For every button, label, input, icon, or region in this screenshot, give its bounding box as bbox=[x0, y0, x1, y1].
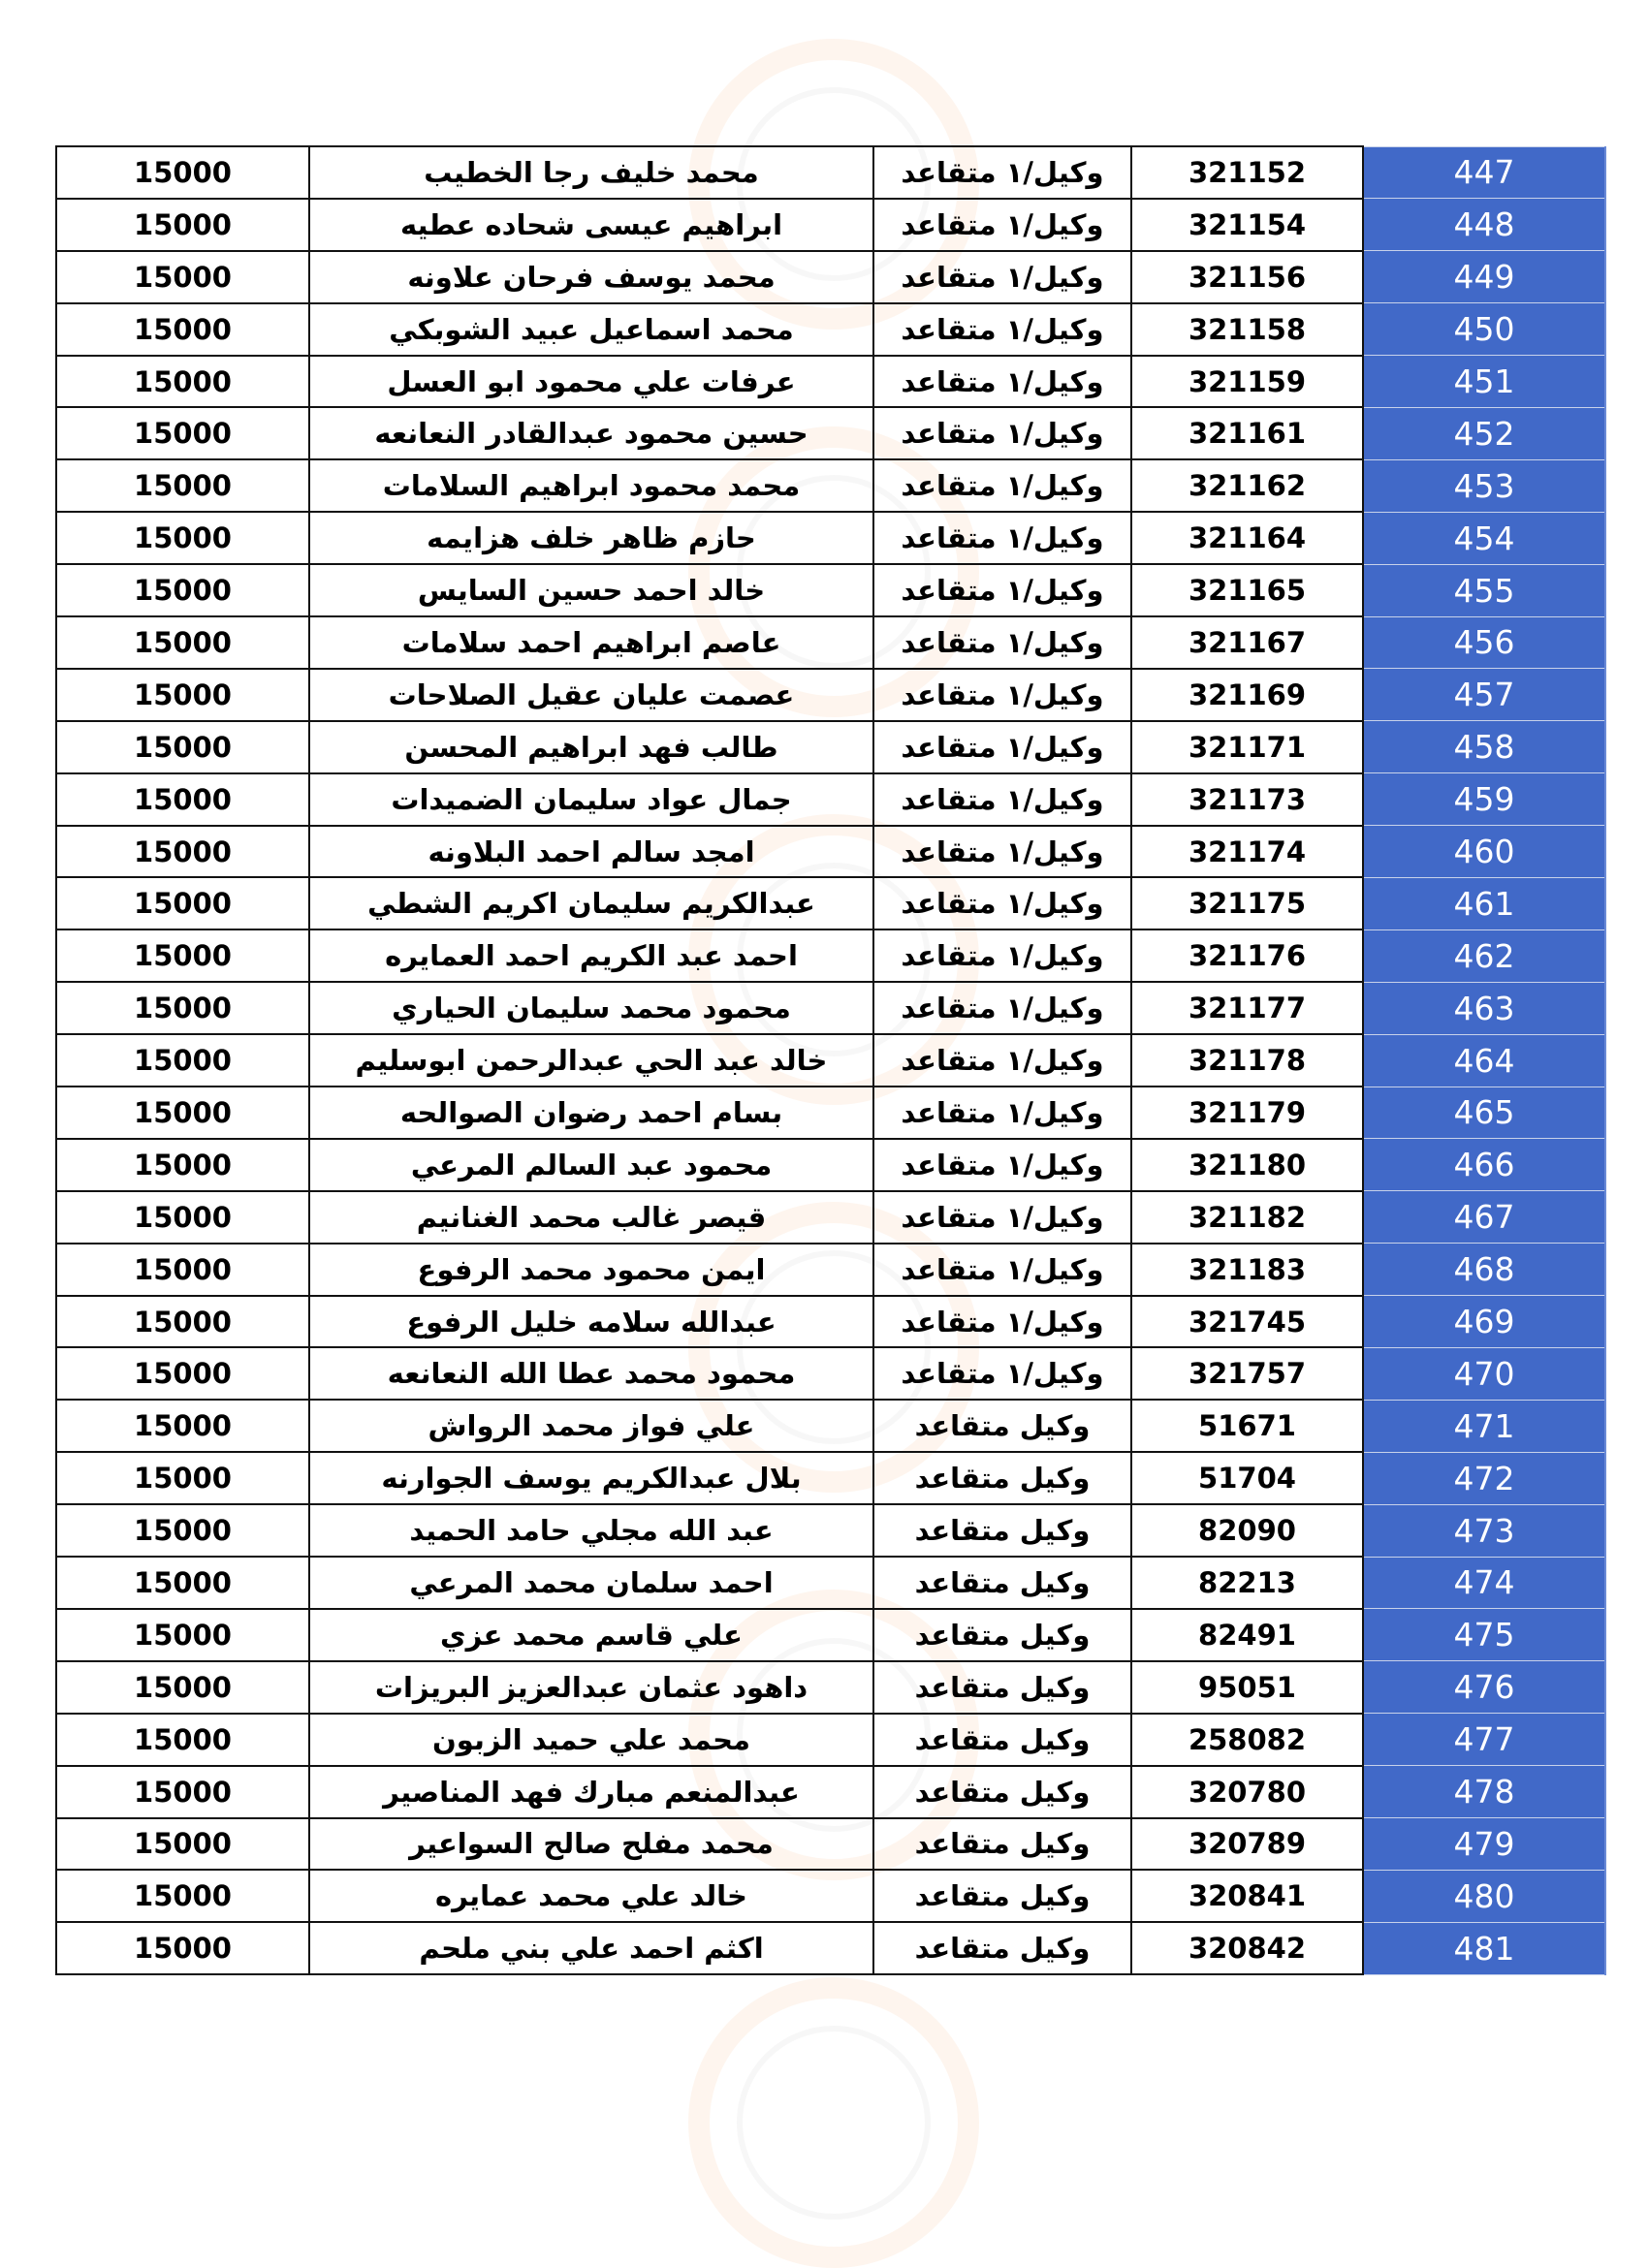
rank-cell: وكيل متقاعد bbox=[873, 1766, 1131, 1818]
military-number-cell: 320841 bbox=[1131, 1870, 1363, 1922]
rank-cell: وكيل/١ متقاعد bbox=[873, 146, 1131, 199]
sequence-number-cell: 475 bbox=[1363, 1609, 1605, 1661]
sequence-number-cell: 472 bbox=[1363, 1452, 1605, 1504]
name-cell: خالد احمد حسين السايس bbox=[309, 564, 873, 616]
military-number-cell: 82213 bbox=[1131, 1557, 1363, 1609]
military-number-cell: 82090 bbox=[1131, 1504, 1363, 1557]
military-number-cell: 321162 bbox=[1131, 459, 1363, 512]
rank-cell: وكيل/١ متقاعد bbox=[873, 826, 1131, 878]
rank-cell: وكيل/١ متقاعد bbox=[873, 1034, 1131, 1087]
amount-cell: 15000 bbox=[56, 1922, 309, 1974]
rank-cell: وكيل/١ متقاعد bbox=[873, 564, 1131, 616]
military-number-cell: 321161 bbox=[1131, 407, 1363, 459]
table-row bbox=[56, 1922, 1605, 1974]
sequence-number-cell: 461 bbox=[1363, 877, 1605, 929]
retirees-table bbox=[55, 145, 1606, 1975]
amount-cell: 15000 bbox=[56, 1504, 309, 1557]
rank-cell: وكيل متقاعد bbox=[873, 1557, 1131, 1609]
amount-cell: 15000 bbox=[56, 982, 309, 1034]
name-cell: عبد الله مجلي حامد الحميد bbox=[309, 1504, 873, 1557]
sequence-number-cell: 455 bbox=[1363, 564, 1605, 616]
name-cell: احمد سلمان محمد المرعي bbox=[309, 1557, 873, 1609]
amount-cell: 15000 bbox=[56, 669, 309, 721]
amount-cell: 15000 bbox=[56, 356, 309, 408]
name-cell: ايمن محمود محمد الرفوع bbox=[309, 1244, 873, 1296]
sequence-number-cell: 448 bbox=[1363, 199, 1605, 251]
rank-cell: وكيل/١ متقاعد bbox=[873, 512, 1131, 564]
amount-cell: 15000 bbox=[56, 303, 309, 356]
military-number-cell: 320842 bbox=[1131, 1922, 1363, 1974]
amount-cell: 15000 bbox=[56, 721, 309, 773]
name-cell: محمد خليف رجا الخطيب bbox=[309, 146, 873, 199]
military-number-cell: 321169 bbox=[1131, 669, 1363, 721]
amount-cell: 15000 bbox=[56, 1191, 309, 1244]
amount-cell: 15000 bbox=[56, 1766, 309, 1818]
table-row bbox=[56, 251, 1605, 303]
sequence-number-cell: 458 bbox=[1363, 721, 1605, 773]
name-cell: محمد اسماعيل عبيد الشوبكي bbox=[309, 303, 873, 356]
military-number-cell: 321173 bbox=[1131, 773, 1363, 826]
sequence-number-cell: 467 bbox=[1363, 1191, 1605, 1244]
rank-cell: وكيل/١ متقاعد bbox=[873, 251, 1131, 303]
sequence-number-cell: 473 bbox=[1363, 1504, 1605, 1557]
rank-cell: وكيل/١ متقاعد bbox=[873, 356, 1131, 408]
sequence-number-cell: 449 bbox=[1363, 251, 1605, 303]
sequence-number-cell: 470 bbox=[1363, 1347, 1605, 1400]
table-row bbox=[56, 877, 1605, 929]
military-number-cell: 321177 bbox=[1131, 982, 1363, 1034]
name-cell: عبدالمنعم مبارك فهد المناصير bbox=[309, 1766, 873, 1818]
amount-cell: 15000 bbox=[56, 1870, 309, 1922]
rank-cell: وكيل متقاعد bbox=[873, 1400, 1131, 1452]
name-cell: عبدالله سلامه خليل الرفوع bbox=[309, 1296, 873, 1348]
name-cell: محمد مفلح صالح السواعير bbox=[309, 1818, 873, 1871]
table-row bbox=[56, 1609, 1605, 1661]
name-cell: خالد علي محمد عمايره bbox=[309, 1870, 873, 1922]
name-cell: قيصر غالب محمد الغنانيم bbox=[309, 1191, 873, 1244]
rank-cell: وكيل/١ متقاعد bbox=[873, 1244, 1131, 1296]
sequence-number-cell: 469 bbox=[1363, 1296, 1605, 1348]
rank-cell: وكيل/١ متقاعد bbox=[873, 1347, 1131, 1400]
military-number-cell: 51704 bbox=[1131, 1452, 1363, 1504]
rank-cell: وكيل متقاعد bbox=[873, 1504, 1131, 1557]
sequence-number-cell: 452 bbox=[1363, 407, 1605, 459]
clock-watermark-icon bbox=[688, 1977, 979, 2268]
sequence-number-cell: 460 bbox=[1363, 826, 1605, 878]
table-row bbox=[56, 303, 1605, 356]
military-number-cell: 258082 bbox=[1131, 1714, 1363, 1766]
table-row bbox=[56, 1557, 1605, 1609]
military-number-cell: 320780 bbox=[1131, 1766, 1363, 1818]
sequence-number-cell: 476 bbox=[1363, 1661, 1605, 1714]
rank-cell: وكيل متقاعد bbox=[873, 1661, 1131, 1714]
name-cell: عبدالكريم سليمان اكريم الشطي bbox=[309, 877, 873, 929]
table-body bbox=[56, 146, 1605, 1974]
sequence-number-cell: 459 bbox=[1363, 773, 1605, 826]
amount-cell: 15000 bbox=[56, 564, 309, 616]
name-cell: بلال عبدالكريم يوسف الجوارنه bbox=[309, 1452, 873, 1504]
table-row bbox=[56, 564, 1605, 616]
military-number-cell: 321171 bbox=[1131, 721, 1363, 773]
table-row bbox=[56, 1296, 1605, 1348]
amount-cell: 15000 bbox=[56, 1244, 309, 1296]
name-cell: خالد عبد الحي عبدالرحمن ابوسليم bbox=[309, 1034, 873, 1087]
rank-cell: وكيل/١ متقاعد bbox=[873, 459, 1131, 512]
sequence-number-cell: 453 bbox=[1363, 459, 1605, 512]
military-number-cell: 321152 bbox=[1131, 146, 1363, 199]
table-row bbox=[56, 146, 1605, 199]
table-row bbox=[56, 199, 1605, 251]
table-row bbox=[56, 1766, 1605, 1818]
sequence-number-cell: 463 bbox=[1363, 982, 1605, 1034]
name-cell: حسين محمود عبدالقادر النعانعه bbox=[309, 407, 873, 459]
military-number-cell: 321167 bbox=[1131, 616, 1363, 669]
name-cell: عاصم ابراهيم احمد سلامات bbox=[309, 616, 873, 669]
military-number-cell: 321164 bbox=[1131, 512, 1363, 564]
sequence-number-cell: 456 bbox=[1363, 616, 1605, 669]
table-row bbox=[56, 1087, 1605, 1139]
military-number-cell: 321165 bbox=[1131, 564, 1363, 616]
name-cell: داهود عثمان عبدالعزيز البريزات bbox=[309, 1661, 873, 1714]
amount-cell: 15000 bbox=[56, 877, 309, 929]
sequence-number-cell: 474 bbox=[1363, 1557, 1605, 1609]
amount-cell: 15000 bbox=[56, 1557, 309, 1609]
sequence-number-cell: 466 bbox=[1363, 1139, 1605, 1191]
amount-cell: 15000 bbox=[56, 773, 309, 826]
rank-cell: وكيل/١ متقاعد bbox=[873, 773, 1131, 826]
table-row bbox=[56, 1400, 1605, 1452]
rank-cell: وكيل/١ متقاعد bbox=[873, 669, 1131, 721]
name-cell: محمد محمود ابراهيم السلامات bbox=[309, 459, 873, 512]
sequence-number-cell: 471 bbox=[1363, 1400, 1605, 1452]
name-cell: محمود عبد السالم المرعي bbox=[309, 1139, 873, 1191]
table-row bbox=[56, 982, 1605, 1034]
military-number-cell: 321174 bbox=[1131, 826, 1363, 878]
name-cell: محمود محمد عطا الله النعانعه bbox=[309, 1347, 873, 1400]
sequence-number-cell: 464 bbox=[1363, 1034, 1605, 1087]
name-cell: بسام احمد رضوان الصوالحه bbox=[309, 1087, 873, 1139]
table-row bbox=[56, 1452, 1605, 1504]
amount-cell: 15000 bbox=[56, 1661, 309, 1714]
military-number-cell: 82491 bbox=[1131, 1609, 1363, 1661]
amount-cell: 15000 bbox=[56, 1609, 309, 1661]
sequence-number-cell: 465 bbox=[1363, 1087, 1605, 1139]
military-number-cell: 321156 bbox=[1131, 251, 1363, 303]
military-number-cell: 321757 bbox=[1131, 1347, 1363, 1400]
military-number-cell: 321175 bbox=[1131, 877, 1363, 929]
rank-cell: وكيل/١ متقاعد bbox=[873, 982, 1131, 1034]
amount-cell: 15000 bbox=[56, 1296, 309, 1348]
rank-cell: وكيل/١ متقاعد bbox=[873, 877, 1131, 929]
amount-cell: 15000 bbox=[56, 1087, 309, 1139]
table-row bbox=[56, 1714, 1605, 1766]
table-row bbox=[56, 459, 1605, 512]
amount-cell: 15000 bbox=[56, 826, 309, 878]
rank-cell: وكيل متقاعد bbox=[873, 1452, 1131, 1504]
name-cell: محمود محمد سليمان الحياري bbox=[309, 982, 873, 1034]
military-number-cell: 51671 bbox=[1131, 1400, 1363, 1452]
amount-cell: 15000 bbox=[56, 1818, 309, 1871]
rank-cell: وكيل متقاعد bbox=[873, 1714, 1131, 1766]
table-row bbox=[56, 616, 1605, 669]
amount-cell: 15000 bbox=[56, 459, 309, 512]
amount-cell: 15000 bbox=[56, 251, 309, 303]
name-cell: امجد سالم احمد البلاونه bbox=[309, 826, 873, 878]
name-cell: علي فواز محمد الرواش bbox=[309, 1400, 873, 1452]
amount-cell: 15000 bbox=[56, 1034, 309, 1087]
military-number-cell: 321158 bbox=[1131, 303, 1363, 356]
sequence-number-cell: 481 bbox=[1363, 1922, 1605, 1974]
name-cell: ابراهيم عيسى شحاده عطيه bbox=[309, 199, 873, 251]
rank-cell: وكيل/١ متقاعد bbox=[873, 1191, 1131, 1244]
military-number-cell: 321178 bbox=[1131, 1034, 1363, 1087]
rank-cell: وكيل/١ متقاعد bbox=[873, 1139, 1131, 1191]
amount-cell: 15000 bbox=[56, 1347, 309, 1400]
rank-cell: وكيل متقاعد bbox=[873, 1609, 1131, 1661]
sequence-number-cell: 480 bbox=[1363, 1870, 1605, 1922]
sequence-number-cell: 478 bbox=[1363, 1766, 1605, 1818]
amount-cell: 15000 bbox=[56, 512, 309, 564]
table-row bbox=[56, 512, 1605, 564]
sequence-number-cell: 477 bbox=[1363, 1714, 1605, 1766]
name-cell: اكثم احمد علي بني ملحم bbox=[309, 1922, 873, 1974]
table-row bbox=[56, 721, 1605, 773]
table-row bbox=[56, 1139, 1605, 1191]
name-cell: محمد علي حميد الزبون bbox=[309, 1714, 873, 1766]
military-number-cell: 321182 bbox=[1131, 1191, 1363, 1244]
amount-cell: 15000 bbox=[56, 407, 309, 459]
name-cell: محمد يوسف فرحان علاونه bbox=[309, 251, 873, 303]
table-row bbox=[56, 773, 1605, 826]
table-row bbox=[56, 1504, 1605, 1557]
rank-cell: وكيل/١ متقاعد bbox=[873, 929, 1131, 982]
sequence-number-cell: 457 bbox=[1363, 669, 1605, 721]
table-row bbox=[56, 1244, 1605, 1296]
sequence-number-cell: 451 bbox=[1363, 356, 1605, 408]
table-row bbox=[56, 1818, 1605, 1871]
military-number-cell: 321180 bbox=[1131, 1139, 1363, 1191]
amount-cell: 15000 bbox=[56, 1400, 309, 1452]
rank-cell: وكيل/١ متقاعد bbox=[873, 1087, 1131, 1139]
name-cell: احمد عبد الكريم احمد العمايره bbox=[309, 929, 873, 982]
sequence-number-cell: 454 bbox=[1363, 512, 1605, 564]
rank-cell: وكيل/١ متقاعد bbox=[873, 303, 1131, 356]
military-number-cell: 321154 bbox=[1131, 199, 1363, 251]
military-number-cell: 321745 bbox=[1131, 1296, 1363, 1348]
sequence-number-cell: 479 bbox=[1363, 1818, 1605, 1871]
sequence-number-cell: 447 bbox=[1363, 146, 1605, 199]
amount-cell: 15000 bbox=[56, 1714, 309, 1766]
rank-cell: وكيل/١ متقاعد bbox=[873, 721, 1131, 773]
table-row bbox=[56, 1191, 1605, 1244]
table-row bbox=[56, 929, 1605, 982]
name-cell: عرفات علي محمود ابو العسل bbox=[309, 356, 873, 408]
rank-cell: وكيل متقاعد bbox=[873, 1922, 1131, 1974]
table-row bbox=[56, 356, 1605, 408]
name-cell: علي قاسم محمد عزي bbox=[309, 1609, 873, 1661]
table-row bbox=[56, 1870, 1605, 1922]
military-number-cell: 320789 bbox=[1131, 1818, 1363, 1871]
name-cell: عصمت عليان عقيل الصلاحات bbox=[309, 669, 873, 721]
military-number-cell: 321183 bbox=[1131, 1244, 1363, 1296]
amount-cell: 15000 bbox=[56, 929, 309, 982]
sequence-number-cell: 462 bbox=[1363, 929, 1605, 982]
table-row bbox=[56, 669, 1605, 721]
name-cell: جمال عواد سليمان الضميدات bbox=[309, 773, 873, 826]
table-row bbox=[56, 1034, 1605, 1087]
amount-cell: 15000 bbox=[56, 616, 309, 669]
rank-cell: وكيل متقاعد bbox=[873, 1818, 1131, 1871]
rank-cell: وكيل/١ متقاعد bbox=[873, 199, 1131, 251]
military-number-cell: 321159 bbox=[1131, 356, 1363, 408]
military-number-cell: 321179 bbox=[1131, 1087, 1363, 1139]
amount-cell: 15000 bbox=[56, 146, 309, 199]
name-cell: حازم ظاهر خلف هزايمه bbox=[309, 512, 873, 564]
sequence-number-cell: 450 bbox=[1363, 303, 1605, 356]
table-row bbox=[56, 407, 1605, 459]
table-row bbox=[56, 826, 1605, 878]
military-number-cell: 321176 bbox=[1131, 929, 1363, 982]
rank-cell: وكيل/١ متقاعد bbox=[873, 616, 1131, 669]
military-number-cell: 95051 bbox=[1131, 1661, 1363, 1714]
rank-cell: وكيل/١ متقاعد bbox=[873, 1296, 1131, 1348]
amount-cell: 15000 bbox=[56, 1452, 309, 1504]
amount-cell: 15000 bbox=[56, 1139, 309, 1191]
rank-cell: وكيل متقاعد bbox=[873, 1870, 1131, 1922]
table-row bbox=[56, 1347, 1605, 1400]
rank-cell: وكيل/١ متقاعد bbox=[873, 407, 1131, 459]
sequence-number-cell: 468 bbox=[1363, 1244, 1605, 1296]
amount-cell: 15000 bbox=[56, 199, 309, 251]
retirees-table-container bbox=[55, 145, 1597, 1975]
name-cell: طالب فهد ابراهيم المحسن bbox=[309, 721, 873, 773]
table-row bbox=[56, 1661, 1605, 1714]
